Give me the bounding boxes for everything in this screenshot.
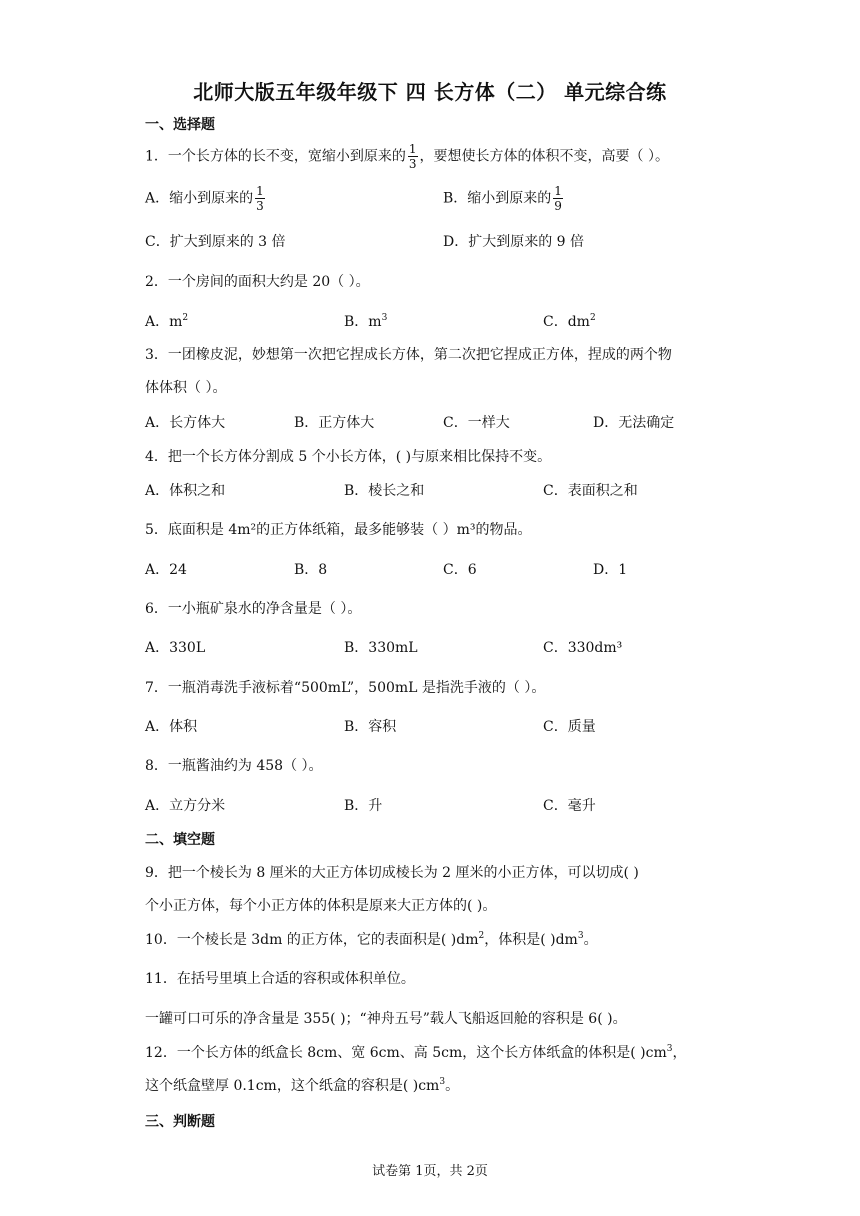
question-5-option-d: D．1 — [593, 562, 628, 578]
question-12-line2-b: 。 — [445, 1078, 460, 1094]
question-12-line1 — [145, 1042, 686, 1062]
question-4-option-a: A．体积之和 — [145, 483, 226, 499]
question-7-option-b: B．容积 — [344, 719, 397, 735]
fraction-numerator: 1 — [256, 184, 264, 198]
question-3-stem-line1: 3．一团橡皮泥，妙想第一次把它捏成长方体，第二次把它捏成正方体，捏成的两个物 — [145, 347, 672, 363]
question-5-option-a: A．24 — [145, 562, 187, 578]
question-8-option-b: B．升 — [344, 798, 383, 814]
question-9-line2: 个小正方体，每个小正方体的体积是原来大正方体的( )。 — [145, 898, 497, 914]
option-a-text: A．缩小到原来的 — [145, 190, 254, 207]
question-12-line2 — [145, 1075, 459, 1095]
question-3-option-c: C．一样大 — [443, 415, 510, 431]
question-3-stem-line2: 体体积（ ）。 — [145, 380, 227, 396]
question-6-option-c: C．330dm³ — [543, 640, 623, 656]
question-7-option-c: C．质量 — [543, 719, 596, 735]
question-1-stem — [145, 142, 669, 171]
fraction-numerator: 1 — [408, 142, 417, 156]
question-5-option-b: B．8 — [294, 562, 328, 578]
question-1-fraction — [408, 142, 418, 171]
fraction-denominator: 3 — [408, 157, 417, 171]
question-6-option-a: A．330L — [145, 640, 206, 656]
question-1-option-a — [145, 184, 267, 213]
question-12-part-a: 12．一个长方体的纸盒长 8cm、宽 6cm、高 5cm，这个长方体纸盒的体积是( )cm — [145, 1045, 667, 1061]
option-b-fraction — [553, 184, 563, 213]
question-8-option-a: A．立方分米 — [145, 798, 226, 814]
question-7-option-a: A．体积 — [145, 719, 198, 735]
question-10-part-c: 。 — [583, 932, 598, 948]
question-1-option-c: C．扩大到原来的 3 倍 — [145, 234, 286, 250]
question-2-option-b — [344, 311, 387, 331]
fraction-denominator: 9 — [554, 199, 562, 213]
option-text: C．dm — [543, 314, 590, 330]
question-1-option-d: D．扩大到原来的 9 倍 — [443, 234, 585, 250]
option-a-fraction — [255, 184, 265, 213]
question-2-option-a — [145, 311, 188, 331]
section-heading-fill: 二、填空题 — [145, 832, 215, 848]
page-title: 北师大版五年级年级下 四 长方体（二） 单元综合练 — [193, 80, 667, 104]
question-3-option-a: A．长方体大 — [145, 415, 226, 431]
question-3-option-b: B．正方体大 — [294, 415, 375, 431]
page-footer: 试卷第 1页，共 2页 — [372, 1164, 488, 1179]
superscript: 3 — [381, 313, 388, 323]
section-heading-choice: 一、选择题 — [145, 117, 215, 133]
question-1-option-b — [443, 184, 565, 213]
question-4-stem: 4．把一个长方体分割成 5 个小长方体，( )与原来相比保持不变。 — [145, 449, 552, 465]
question-5-option-c: C．6 — [443, 562, 477, 578]
question-8-option-c: C．毫升 — [543, 798, 596, 814]
section-heading-judge: 三、判断题 — [145, 1114, 215, 1130]
question-9-line1: 9．把一个棱长为 8 厘米的大正方体切成棱长为 2 厘米的小正方体，可以切成( ) — [145, 865, 639, 881]
question-3-option-d: D．无法确定 — [593, 415, 675, 431]
question-1-stem-b: ，要想使长方体的体积不变，高要（ ）。 — [419, 148, 669, 165]
question-2-stem: 2．一个房间的面积大约是 20（ ）。 — [145, 274, 370, 290]
superscript: 3 — [577, 931, 584, 941]
question-8-stem: 8．一瓶酱油约为 458（ ）。 — [145, 758, 323, 774]
superscript: 2 — [589, 313, 596, 323]
superscript: 3 — [666, 1044, 673, 1054]
question-4-option-b: B．棱长之和 — [344, 483, 425, 499]
question-10-stem — [145, 929, 598, 949]
option-b-text: B．缩小到原来的 — [443, 190, 552, 207]
fraction-numerator: 1 — [554, 184, 562, 198]
superscript: 2 — [182, 313, 189, 323]
option-text: A．m — [145, 314, 183, 330]
option-text: B．m — [344, 314, 382, 330]
question-10-part-a: 10．一个棱长是 3dm 的正方体，它的表面积是( )dm — [145, 932, 479, 948]
question-10-part-b: ，体积是( )dm — [484, 932, 578, 948]
question-12-line2-a: 这个纸盒壁厚 0.1cm，这个纸盒的容积是( )cm — [145, 1078, 440, 1094]
fraction-denominator: 3 — [256, 199, 264, 213]
question-1-stem-a: 1．一个长方体的长不变，宽缩小到原来的 — [145, 148, 406, 165]
question-6-stem: 6．一小瓶矿泉水的净含量是（ ）。 — [145, 601, 362, 617]
superscript: 3 — [439, 1077, 446, 1087]
question-11-stem: 11．在括号里填上合适的容积或体积单位。 — [145, 971, 415, 987]
question-6-option-b: B．330mL — [344, 640, 418, 656]
question-5-stem: 5．底面积是 4m²的正方体纸箱，最多能够装（ ）m³的物品。 — [145, 522, 532, 538]
superscript: 2 — [478, 931, 485, 941]
question-11-line2: 一罐可口可乐的净含量是 355( )；“神舟五号”载人飞船返回舱的容积是 6( )。 — [145, 1011, 627, 1027]
question-4-option-c: C．表面积之和 — [543, 483, 638, 499]
question-7-stem: 7．一瓶消毒洗手液标着“500mL”，500mL 是指洗手液的（ ）。 — [145, 680, 546, 696]
question-12-part-b: ， — [672, 1045, 687, 1061]
question-2-option-c — [543, 311, 596, 331]
